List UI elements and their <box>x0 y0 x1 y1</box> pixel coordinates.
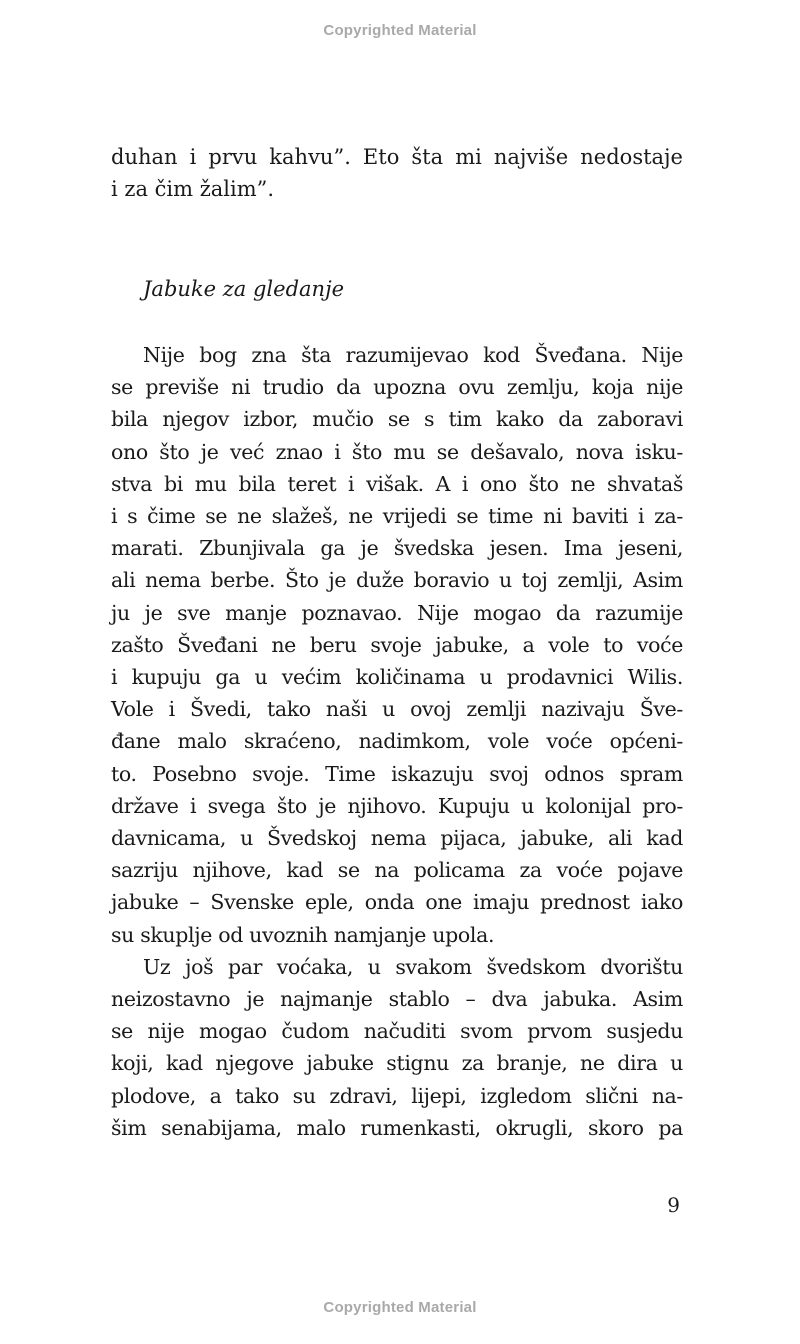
intro-paragraph <box>111 141 683 206</box>
text-line: to. Posebno svoje. Time iskazuju svoj odnos spram <box>111 761 683 786</box>
text-line: ju je sve manje poznavao. Nije mogao da razumije <box>111 600 683 625</box>
text-line: Vole i Švedi, tako naši u ovoj zemlji nazivaju Šve- <box>111 697 683 722</box>
copyright-watermark-bottom: Copyrighted Material <box>323 1299 477 1316</box>
text-line: Nije bog zna šta razumijevao kod Šveđana. Nije <box>143 343 683 367</box>
text-line: jabuke – Svenske eple, onda one imaju prednost iako <box>111 890 683 915</box>
text-line: neizostavno je najmanje stablo – dva jabuka. Asim <box>111 987 683 1012</box>
text-line: davnicama, u Švedskoj nema pijaca, jabuke, ali kad <box>111 826 683 851</box>
text-line: koji, kad njegove jabuke stignu za branje, ne dira u <box>111 1051 683 1076</box>
text-line: duhan i prvu kahvu”. Eto šta mi najviše nedostaje <box>111 145 683 169</box>
page-number: 9 <box>667 1193 680 1217</box>
text-line: ono što je već znao i što mu se dešavalo, nova isku- <box>111 439 683 464</box>
text-line: Uz još par voćaka, u svakom švedskom dvorištu <box>143 954 683 979</box>
text-line: se nije mogao čudom načuditi svom prvom susjedu <box>111 1019 683 1044</box>
text-line: marati. Zbunjivala ga je švedska jesen. Ima jeseni, <box>111 536 683 561</box>
body-text <box>111 339 683 1144</box>
text-line: ali nema berbe. Što je duže boravio u toj zemlji, Asim <box>111 568 683 593</box>
text-line: stva bi mu bila teret i višak. A i ono što ne shvataš <box>111 471 683 496</box>
text-line: i s čime se ne slažeš, ne vrijedi se time ni baviti i za- <box>111 504 683 529</box>
text-line: zašto Šveđani ne beru svoje jabuke, a vole to voće <box>111 632 683 657</box>
text-line: se previše ni trudio da upozna ovu zemlju, koja nije <box>111 375 683 400</box>
text-line: bila njegov izbor, mučio se s tim kako da zaboravi <box>111 407 683 432</box>
text-line: đane malo skraćeno, nadimkom, vole voće općeni- <box>111 729 683 754</box>
text-line: šim senabijama, malo rumenkasti, okrugli, skoro pa <box>111 1115 683 1140</box>
text-line: plodove, a tako su zdravi, lijepi, izgledom slični na- <box>111 1083 683 1108</box>
section-title: Jabuke za gledanje <box>143 277 345 301</box>
text-line: i za čim žalim”. <box>111 177 275 202</box>
text-line: i kupuju ga u većim količinama u prodavnici Wilis. <box>111 665 683 690</box>
text-line: sazriju njihove, kad se na policama za voće pojave <box>111 858 683 883</box>
paragraph-2 <box>111 951 683 1144</box>
paragraph-1 <box>111 339 683 951</box>
copyright-watermark-top: Copyrighted Material <box>323 22 477 39</box>
text-line: su skuplje od uvoznih namjanje upola. <box>111 922 495 947</box>
text-line: države i svega što je njihovo. Kupuju u kolonijal pro- <box>111 793 683 818</box>
